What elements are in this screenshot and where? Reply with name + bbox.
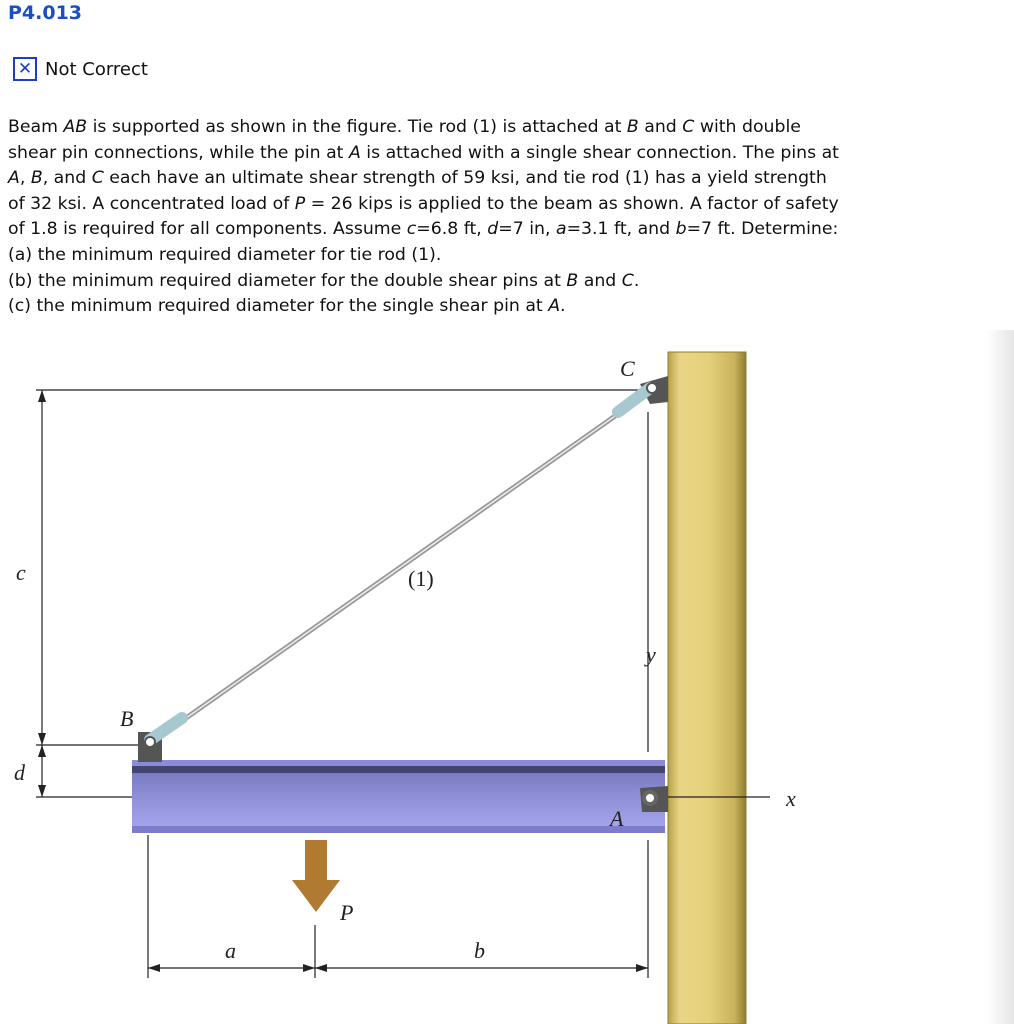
text-segment: b — [675, 219, 687, 240]
x-icon: ✕ — [13, 57, 37, 81]
column — [668, 352, 746, 1024]
page-edge-shadow — [986, 330, 1014, 1024]
text-segment: of 1.8 is required for all components. Assume — [8, 219, 407, 240]
problem-id: P4.013 — [8, 2, 83, 24]
label-dim-a: a — [225, 938, 236, 963]
text-segment: d — [487, 219, 499, 240]
text-segment: is attached with a single shear connection. The pins at — [360, 142, 839, 163]
text-segment: (c) the minimum required diameter for the single shear pin at — [8, 296, 549, 317]
text-segment: C — [621, 270, 634, 291]
label-dim-d: d — [14, 760, 25, 785]
text-segment: shear pin connections, while the pin at — [8, 142, 349, 163]
text-segment: of 32 ksi. A concentrated load of — [8, 193, 295, 214]
text-segment: B — [566, 270, 579, 291]
dimension-lines — [36, 390, 770, 978]
label-dim-c: c — [16, 560, 26, 585]
text-segment: =3.1 ft, and — [566, 219, 676, 240]
label-rod: (1) — [408, 566, 434, 591]
text-segment: c — [406, 219, 417, 240]
text-segment: Beam — [8, 117, 64, 137]
load-arrow — [292, 840, 340, 912]
text-segment: =7 in, — [498, 219, 556, 240]
label-load-p: P — [340, 900, 354, 925]
label-b-point: B — [120, 706, 134, 731]
text-segment: and — [578, 270, 622, 291]
text-segment: each have an ultimate shear strength of 59 ksi, and tie rod (1) has a yield strength — [103, 168, 827, 189]
label-a-point: A — [610, 806, 624, 831]
text-segment: B — [30, 168, 43, 189]
text-segment: P — [294, 193, 306, 214]
text-segment: (b) the minimum required diameter for the double shear pins at — [8, 270, 567, 291]
text-segment: =7 ft. Determine: — [686, 219, 839, 240]
rod-end-c — [618, 388, 650, 412]
text-segment: = 26 kips is applied to the beam as shown. A factor of safety — [305, 193, 839, 214]
text-segment: AB — [63, 117, 88, 137]
label-x-axis: x — [786, 786, 796, 811]
text-segment: , — [19, 168, 31, 189]
text-segment: is supported as shown in the figure. Tie rod (1) is attached at — [87, 117, 627, 137]
text-segment: A — [548, 296, 561, 317]
pin-a — [646, 794, 654, 802]
text-segment: and — [638, 117, 683, 137]
text-segment: C — [682, 117, 695, 137]
text-segment: =6.8 ft, — [416, 219, 488, 240]
label-c-point: C — [620, 356, 635, 381]
text-segment: C — [91, 168, 104, 189]
rod-end-b — [150, 718, 182, 740]
dimension-arrowheads — [38, 390, 648, 972]
text-segment: A — [348, 142, 361, 163]
text-segment: with double — [694, 117, 801, 137]
label-dim-b: b — [474, 938, 485, 963]
text-segment: a — [555, 219, 567, 240]
label-y-axis: y — [646, 642, 656, 667]
pin-c — [647, 383, 657, 393]
text-segment: , and — [42, 168, 92, 189]
text-segment: . — [633, 270, 640, 291]
text-segment: A — [8, 168, 20, 189]
text-segment: (a) the minimum required diameter for tie rod (1). — [8, 244, 442, 265]
text-segment: . — [560, 296, 566, 317]
text-segment: B — [626, 117, 639, 137]
pin-b — [145, 737, 155, 747]
status-label: Not Correct — [45, 58, 148, 80]
